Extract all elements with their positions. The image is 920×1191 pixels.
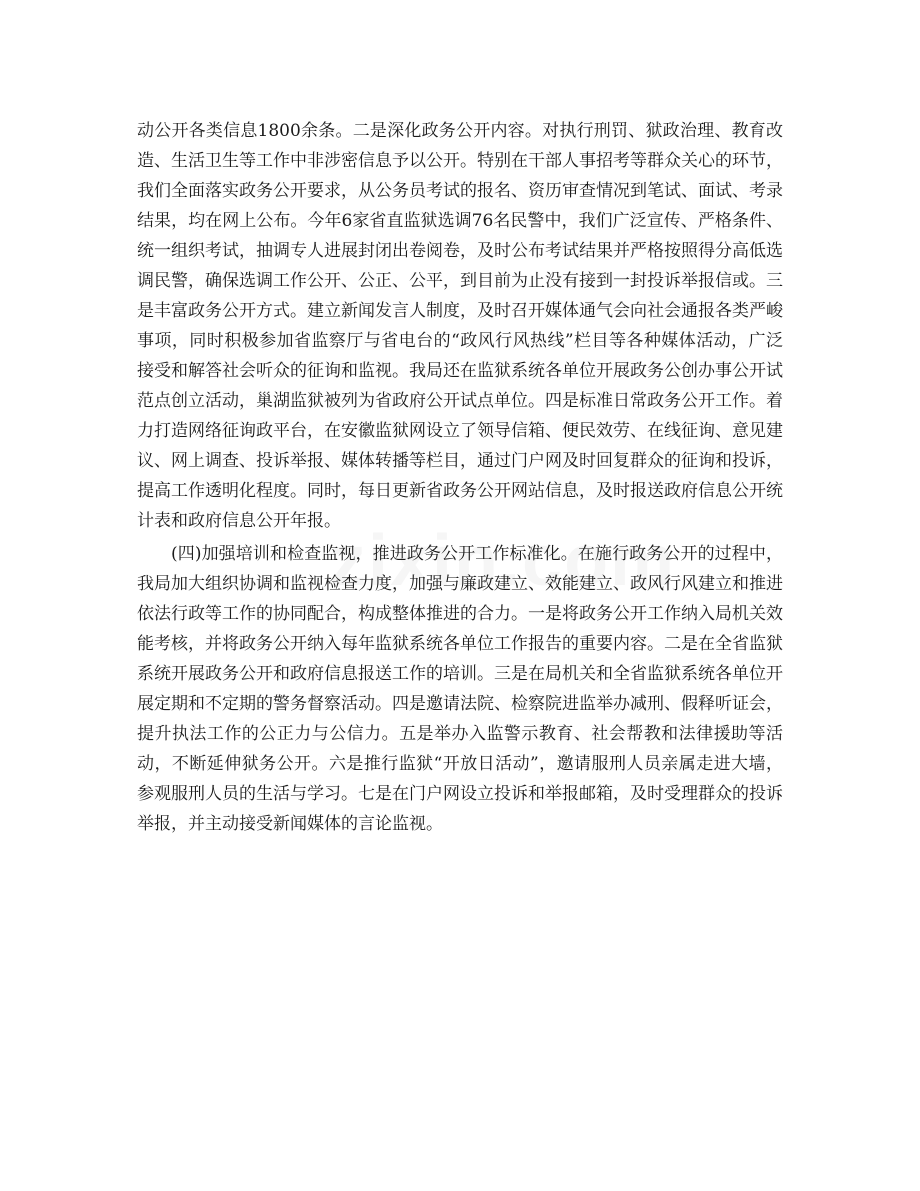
paragraph-2: (四)加强培训和检查监视，推进政务公开工作标准化。在施行政务公开的过程中，我局加大组织协调和监视检查力度，加强与廉政建立、效能建立、政风行风建立和推进依法行政等工作的协同配合，构成整体推进的合力。一是将政务公开工作纳入局机关效能考核，并将政务公开纳入每年监狱系统各单位工作报告的重要内容。二是在全省监狱系统开展政务公开和政府信息报送工作的培训。三是在局机关和全省监狱系统各单位开展定期和不定期的警务督察活动。四是邀请法院、检察院进监举办减刑、假释听证会，提升执法工作的公正力与公信力。五是举办入监警示教育、社会帮教和法律援助等活动，不断延伸狱务公开。六是推行监狱“开放日活动”，邀请服刑人员亲属走进大墙，参观服刑人员的生活与学习。七是在门户网设立投诉和举报邮箱，及时受理群众的投诉举报，并主动接受新闻媒体的言论监视。 bbox=[137, 544, 783, 834]
document-body bbox=[137, 116, 783, 839]
paragraph-1: 动公开各类信息1800余条。二是深化政务公开内容。对执行刑罚、狱政治理、教育改造、生活卫生等工作中非涉密信息予以公开。特别在干部人事招考等群众关心的环节，我们全面落实政务公开要求，从公务员考试的报名、资历审查情况到笔试、面试、考录结果，均在网上公布。今年6家省直监狱选调76名民警中，我们广泛宣传、严格条件、统一组织考试，抽调专人进展封闭出卷阅卷，及时公布考试结果并严格按照得分高低选调民警，确保选调工作公开、公正、公平，到目前为止没有接到一封投诉举报信或。三是丰富政务公开方式。建立新闻发言人制度，及时召开媒体通气会向社会通报各类严峻事项，同时积极参加省监察厅与省电台的“政风行风热线”栏目等各种媒体活动，广泛接受和解答社会听众的征询和监视。我局还在监狱系统各单位开展政务公创办事公开试范点创立活动，巢湖监狱被列为省政府公开试点单位。四是标准日常政务公开工作。着力打造网络征询政平台，在安徽监狱网设立了领导信箱、便民效劳、在线征询、意见建议、网上调查、投诉举报、媒体转播等栏目，通过门户网及时回复群众的征询和投诉，提高工作透明化程度。同时，每日更新省政务公开网站信息，及时报送政府信息公开统计表和政府信息公开年报。 bbox=[137, 121, 783, 531]
